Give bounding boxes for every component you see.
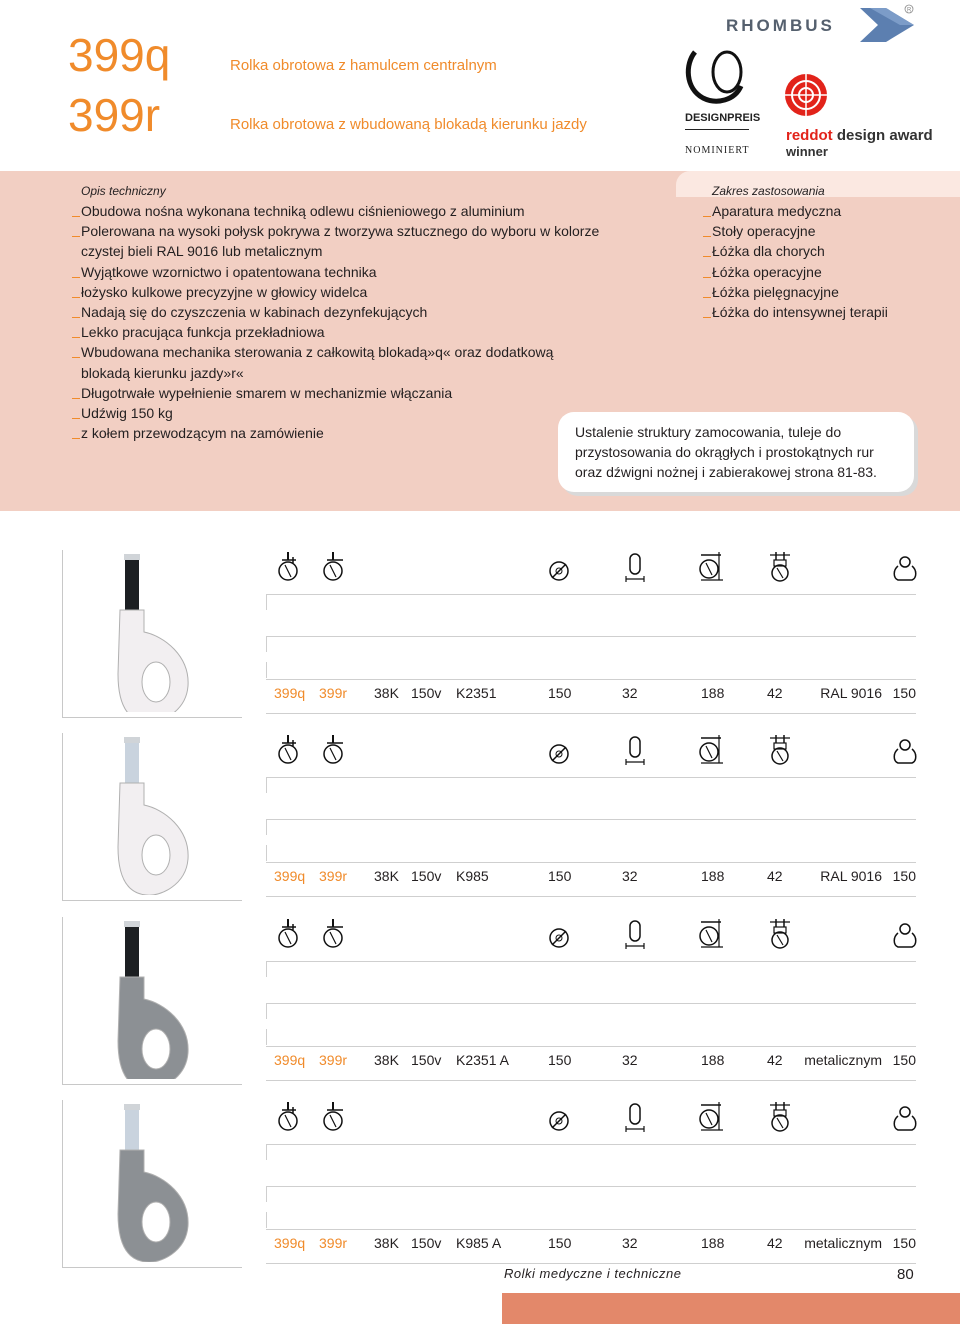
width-icon [624,735,646,770]
diameter-icon [548,927,570,954]
page-number: 80 [897,1266,914,1283]
table-cell-q: 399q [274,1235,306,1251]
technical-description-line: Długotrwałe wypełnienie smarem w mechanizmie włączania [81,384,453,401]
caster-brake-icon [276,735,300,770]
bullet-dash [703,317,711,318]
table-cell-load: 150 [892,1235,916,1251]
table-cell-d: 150 [548,685,572,701]
designpreis-label: DESIGNPREIS [685,112,761,124]
caster-brake-icon [276,1102,300,1137]
usage-item: Łóżka dla chorych [712,243,825,260]
height-icon [697,735,725,770]
swivel-radius-icon [768,919,792,954]
row-divider [266,777,916,778]
table-cell-h: 188 [701,685,725,701]
footer-section-title: Rolki medyczne i techniczne [504,1266,682,1281]
row-tick [266,961,267,977]
technical-description-title: Opis techniczny [81,184,166,198]
swivel-radius-icon [768,735,792,770]
table-cell-o: 42 [767,685,783,701]
row-divider [266,713,916,714]
usage-item: Stoły operacyjne [712,223,816,240]
caster-swivel-icon [321,919,345,954]
table-cell-d: 150 [548,1052,572,1068]
bullet-dash [72,297,80,298]
model-code-q: 399q [68,29,171,81]
row-divider [266,1229,916,1230]
row-divider [266,1046,916,1047]
caster-brake-icon [276,919,300,954]
technical-description-line: Polerowana na wysoki połysk pokrywa z tworzywa sztucznego do wyboru w kolorze [81,223,600,240]
table-cell-h: 188 [701,868,725,884]
caster-wheel-image [80,735,200,900]
row-divider [266,961,916,962]
technical-description-line: łożysko kulkowe precyzyjne w głowicy widelca [81,283,368,300]
reddot-winner-label: winner [786,144,828,159]
technical-description-line: Wyjątkowe wzornictwo i opatentowana technika [81,263,377,280]
caster-swivel-icon [321,552,345,587]
row-divider [266,862,916,863]
svg-text:R: R [907,7,912,14]
row-tick [266,662,267,678]
row-divider [266,1080,916,1081]
bullet-dash [703,297,711,298]
width-icon [624,552,646,587]
table-cell-o: 42 [767,1052,783,1068]
table-cell-v: 150v [411,1235,442,1251]
table-cell-d: 150 [548,1235,572,1251]
table-cell-size: 38K [374,685,399,701]
diameter-icon [548,1110,570,1137]
row-divider [266,636,916,637]
table-cell-code: K2351 A [456,1052,509,1068]
row-divider [266,594,916,595]
row-tick [266,845,267,861]
caster-swivel-icon [321,1102,345,1137]
row-divider [266,1003,916,1004]
technical-description-line: blokadą kierunku jazdy»r« [81,364,244,381]
table-cell-r: 399r [319,1052,348,1068]
table-cell-q: 399q [274,1052,306,1068]
model-description-r: Rolka obrotowa z wbudowaną blokadą kierunku jazdy [230,116,587,133]
reddot-award-label [786,128,933,143]
caster-wheel-image [80,1102,200,1267]
table-cell-code: K2351 [456,685,497,701]
usage-item: Łóżka do intensywnej terapii [712,304,888,320]
model-code-r: 399r [68,89,161,141]
table-cell-r: 399r [319,868,348,884]
swivel-radius-icon [768,1102,792,1137]
technical-description-line: Obudowa nośna wykonana techniką odlewu ciśnieniowego z aluminium [81,203,525,219]
bullet-dash [703,236,711,237]
table-cell-size: 38K [374,868,399,884]
row-tick [266,1003,267,1019]
bullet-dash [72,418,80,419]
table-cell-color: metalicznym [804,1052,882,1068]
bullet-dash [72,398,80,399]
table-cell-load: 150 [892,868,916,884]
load-icon [893,556,917,587]
caster-brake-icon [276,552,300,587]
mounting-note-line: oraz dźwigni nożnej i zabierakowej strona 81-83. [575,464,877,480]
table-cell-color: RAL 9016 [820,868,882,884]
bullet-dash [72,236,80,237]
width-icon [624,919,646,954]
width-icon [624,1102,646,1137]
row-tick [266,777,267,793]
row-tick [266,1212,267,1228]
reddot-logo-icon [783,72,829,118]
row-divider [266,896,916,897]
bullet-dash [72,438,80,439]
table-cell-d: 150 [548,868,572,884]
table-cell-v: 150v [411,1052,442,1068]
technical-description-line: Nadają się do czyszczenia w kabinach dezynfekujących [81,304,428,320]
table-cell-q: 399q [274,868,306,884]
table-cell-color: RAL 9016 [820,685,882,701]
bullet-dash [72,317,80,318]
table-cell-h: 188 [701,1235,725,1251]
row-tick [266,636,267,652]
caster-wheel-image [80,552,200,717]
table-cell-w: 32 [622,685,638,701]
diameter-icon [548,560,570,587]
designpreis-divider [685,129,749,130]
reddot-red-text: reddot [786,127,833,144]
technical-description-line: czystej bieli RAL 9016 lub metalicznym [81,243,323,260]
load-icon [893,1106,917,1137]
technical-description-line: Udźwig 150 kg [81,405,173,421]
table-cell-r: 399r [319,685,348,701]
row-divider [266,819,916,820]
table-cell-size: 38K [374,1052,399,1068]
brand-name: RHOMBUS [726,16,835,35]
reddot-award-text: design award [832,127,933,144]
table-cell-w: 32 [622,1235,638,1251]
bullet-dash [72,277,80,278]
table-cell-o: 42 [767,868,783,884]
bullet-dash [703,216,711,217]
table-cell-v: 150v [411,685,442,701]
technical-description-line: z kołem przewodzącym na zamówienie [81,425,324,442]
mounting-note-line: przystosowania do okrągłych i prostokątnych rur [575,444,874,460]
usage-title: Zakres zastosowania [712,184,825,198]
bullet-dash [703,277,711,278]
height-icon [697,1102,725,1137]
mounting-note-line: Ustalenie struktury zamocowania, tuleje do [575,424,842,440]
usage-item: Łóżka pielęgnacyjne [712,283,839,300]
rhombus-logo-icon [856,4,920,46]
table-cell-v: 150v [411,868,442,884]
row-divider [266,679,916,680]
table-cell-code: K985 [456,868,489,884]
load-icon [893,923,917,954]
model-description-q: Rolka obrotowa z hamulcem centralnym [230,57,497,74]
swivel-radius-icon [768,552,792,587]
table-cell-color: metalicznym [804,1235,882,1251]
row-divider [266,1144,916,1145]
designpreis-logo-icon [683,42,753,158]
table-cell-size: 38K [374,1235,399,1251]
caster-wheel-image [80,919,200,1084]
table-cell-o: 42 [767,1235,783,1251]
table-cell-q: 399q [274,685,306,701]
load-icon [893,739,917,770]
table-cell-load: 150 [892,685,916,701]
footer-bar [502,1293,960,1324]
bullet-dash [72,337,80,338]
caster-swivel-icon [321,735,345,770]
table-cell-w: 32 [622,868,638,884]
table-cell-w: 32 [622,1052,638,1068]
bullet-dash [72,216,80,217]
diameter-icon [548,743,570,770]
row-tick [266,1029,267,1045]
table-cell-r: 399r [319,1235,348,1251]
row-divider [266,1186,916,1187]
bullet-dash [72,357,80,358]
nominiert-label: NOMINIERT [685,145,750,156]
row-tick [266,819,267,835]
row-divider [266,1263,916,1264]
technical-description-line: Lekko pracująca funkcja przekładniowa [81,324,325,341]
table-cell-h: 188 [701,1052,725,1068]
height-icon [697,552,725,587]
row-tick [266,1144,267,1160]
bullet-dash [703,256,711,257]
height-icon [697,919,725,954]
table-cell-load: 150 [892,1052,916,1068]
technical-description-line: Wbudowana mechanika sterowania z całkowitą blokadą»q« oraz dodatkową [81,344,554,361]
row-tick [266,594,267,610]
table-cell-code: K985 A [456,1235,502,1251]
usage-item: Aparatura medyczna [712,203,842,219]
usage-item: Łóżka operacyjne [712,263,822,280]
row-tick [266,1186,267,1202]
